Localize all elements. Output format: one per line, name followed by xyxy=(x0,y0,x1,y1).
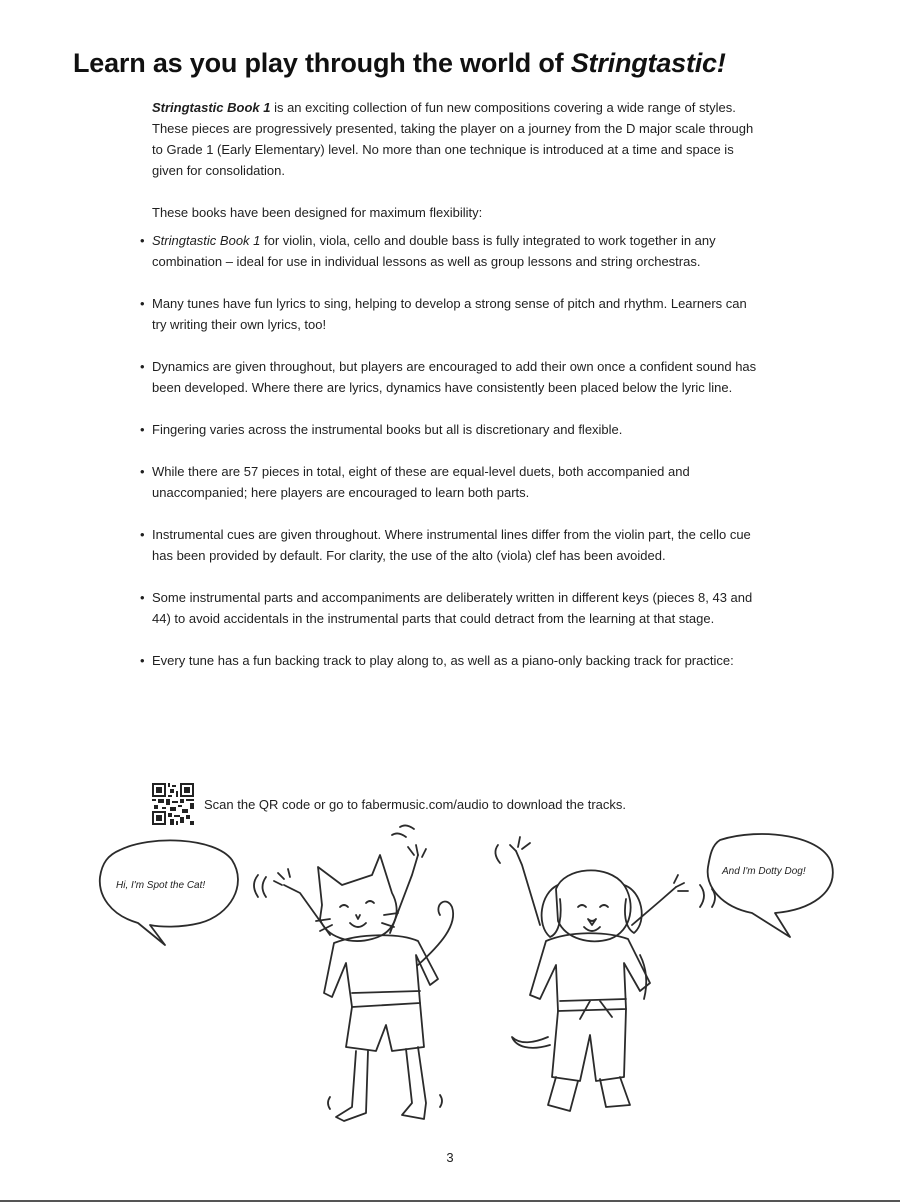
title-italic: Stringtastic! xyxy=(570,48,726,78)
intro-text: is an exciting collection of fun new compositions covering a wide range of styles. These pieces are progressively presented, taking the player on a journey from the D major scale through to Grade 1 (Early Elementary) level. No more than one technique is introduced at a time and space is given for consolidation. xyxy=(152,100,754,178)
list-item-text: Dynamics are given throughout, but players are encouraged to add their own once a confident sound has been developed. Where there are lyrics, dynamics have consistently been placed below the lyric line. xyxy=(152,359,757,395)
list-item xyxy=(152,419,762,440)
list-item-text: Some instrumental parts and accompaniments are deliberately written in different keys (pieces 8, 43 and 44) to avoid accidentals in the instrumental parts that could detract from the learning at that stage. xyxy=(152,590,753,626)
lead-paragraph: These books have been designed for maximum flexibility: xyxy=(152,205,483,220)
body-text xyxy=(152,97,762,671)
title-text: Learn as you play through the world of xyxy=(73,48,571,78)
page-title xyxy=(73,48,726,79)
list-item-text: Fingering varies across the instrumental books but all is discretionary and flexible. xyxy=(152,422,623,437)
list-item-text: for violin, viola, cello and double bass is fully integrated to work together in any combination – ideal for use in individual lessons as well as group lessons and string orchestras. xyxy=(152,233,716,269)
dog-speech-bubble xyxy=(708,834,833,937)
list-item xyxy=(152,230,762,272)
page-number: 3 xyxy=(446,1150,454,1165)
qr-instructions: Scan the QR code or go to fabermusic.com/audio to download the tracks. xyxy=(204,796,627,812)
dog-speech-text: And I'm Dotty Dog! xyxy=(722,866,806,877)
list-item xyxy=(152,524,762,566)
list-item xyxy=(152,461,762,503)
list-item-text: While there are 57 pieces in total, eight of these are equal-level duets, both accompanied and unaccompanied; here players are encouraged to learn both parts. xyxy=(152,464,690,500)
feature-list xyxy=(152,230,762,671)
list-item-text: Instrumental cues are given throughout. Where instrumental lines differ from the violin part, the cello cue has been provided by default. For clarity, the use of the alto (viola) clef has been avoided. xyxy=(152,527,751,563)
list-item xyxy=(152,650,762,671)
list-item xyxy=(152,293,762,335)
list-item-text: Many tunes have fun lyrics to sing, helping to develop a strong sense of pitch and rhythm. Learners can try writing their own lyrics, too! xyxy=(152,296,747,332)
cat-speech-bubble xyxy=(100,840,238,945)
cat-character-icon xyxy=(254,825,453,1121)
list-item xyxy=(152,587,762,629)
book-title: Stringtastic Book 1 xyxy=(152,100,271,115)
list-item xyxy=(152,356,762,398)
list-item-italic: Stringtastic Book 1 xyxy=(152,233,261,248)
list-item-text: Every tune has a fun backing track to play along to, as well as a piano-only backing track for practice: xyxy=(152,653,734,668)
intro-paragraph xyxy=(152,97,762,181)
characters-illustration xyxy=(0,815,900,1145)
cat-speech-text: Hi, I'm Spot the Cat! xyxy=(116,880,206,891)
dog-character-icon xyxy=(495,837,715,1111)
